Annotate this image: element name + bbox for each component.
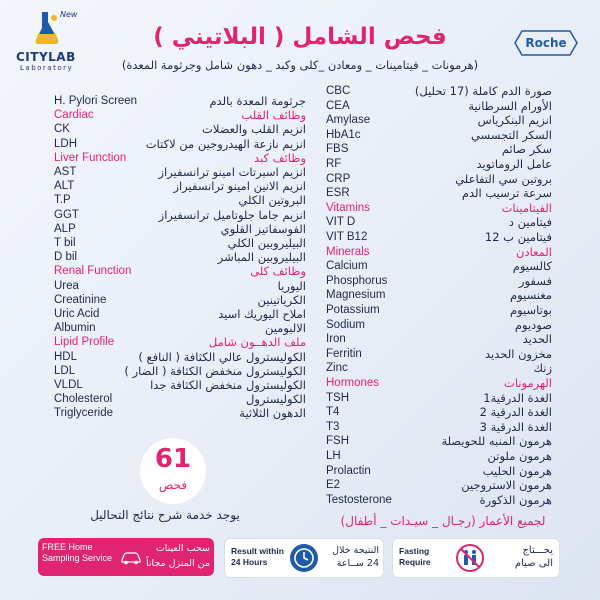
test-item-right-en: Zinc	[326, 362, 348, 375]
test-item-right-en: Amylase	[326, 114, 371, 127]
section-header-left-ar: وظائف كبد	[254, 150, 306, 165]
roche-logo	[514, 30, 578, 56]
test-item-right-ar: مخزون الحديد	[485, 346, 552, 361]
result-english-line1: Result within	[231, 546, 284, 556]
section-header-right-ar: الفيتامينات	[501, 200, 552, 215]
test-item-left-ar: الكوليسترول عالي الكثافة ( النافع )	[138, 349, 306, 364]
test-item-right-en: TSH	[326, 391, 349, 404]
test-item-right-en: ESR	[326, 187, 350, 200]
test-item-left-en: Urea	[54, 279, 79, 292]
section-header-left-ar: ملف الدهــون شامل	[208, 335, 306, 350]
fasting-arabic-line2: الى صيام	[514, 558, 553, 569]
test-item-left-ar: انزيم اسبرتات امينو ترانسفيراز	[158, 165, 306, 179]
section-header-left-en: Cardiac	[54, 109, 94, 122]
service-note: يوجد خدمة شرح نتائج التحاليل	[90, 508, 240, 522]
test-item-left-ar: املاح اليوريك اسيد	[218, 307, 306, 321]
test-item-right-ar: عامل الروماتويد	[476, 157, 552, 171]
test-item-right-ar: هرمون الذكورة	[479, 492, 552, 507]
test-item-right-en: Ferritin	[326, 347, 362, 360]
test-item-right-ar: بروتين سي التفاعلي	[455, 171, 552, 186]
test-item-right-en: VIT D	[326, 216, 356, 229]
test-item-right-en: T4	[326, 406, 340, 419]
test-item-left-en: LDH	[54, 137, 78, 150]
section-header-right-en: Hormones	[326, 377, 380, 389]
test-item-right-ar: هرمون الاستروجين	[461, 478, 552, 493]
test-item-left-ar: البيليروبين الكلي	[227, 236, 306, 250]
test-item-right-en: Magnesium	[326, 289, 386, 302]
test-item-right-ar: بوتاسيوم	[509, 303, 552, 317]
section-header-left-ar: وظائف القلب	[241, 108, 306, 123]
test-item-left-ar: الكوليسترول	[246, 392, 306, 407]
test-item-left-en: Creatinine	[54, 293, 107, 306]
fasting-arabic	[489, 544, 553, 570]
fasting-english	[399, 546, 431, 568]
test-item-left-en: VLDL	[54, 379, 83, 391]
test-item-right-en: Phosphorus	[326, 274, 388, 287]
page-subtitle: (هرمونات _ فيتامينات _ ومعادن _كلى وكبد _ دهون شامل وجرثومة المعدة)	[121, 58, 479, 72]
section-header-left-en: Liver Function	[54, 151, 127, 164]
test-count-number: 61	[154, 444, 192, 474]
test-item-left-ar: الدهون الثلاثية	[239, 406, 306, 421]
test-item-right-ar: صورة الدم كاملة (17 تحليل)	[414, 84, 552, 98]
test-item-left-en: LDL	[54, 364, 76, 377]
home-sampling-english: FREE Home Sampling Service	[42, 542, 113, 563]
logo-new-badge: New	[60, 10, 78, 19]
test-item-left-en: CK	[54, 123, 70, 136]
home-sampling-box	[38, 538, 214, 576]
logo-subtitle: Laboratory	[20, 64, 74, 72]
test-item-left-ar: انزيم الانين امينو ترانسفيراز	[173, 179, 306, 194]
result-arabic-line2: 24 ســاعة	[336, 558, 379, 569]
section-header-right-en: Vitamins	[326, 201, 370, 214]
test-item-left-en: D bil	[54, 251, 78, 264]
section-header-right-en: Minerals	[326, 245, 370, 258]
page-title: فحص الشامل ( البلاتيني )	[153, 24, 447, 50]
test-item-right-en: HbA1c	[326, 128, 361, 141]
test-item-left-en: GGT	[54, 208, 79, 221]
result-arabic-line1: النتيجة خلال	[332, 545, 379, 556]
test-item-left-ar: البيليروبين المباشر	[217, 250, 306, 265]
test-item-right-en: T3	[326, 420, 340, 433]
test-item-right-ar: سرعة ترسيب الدم	[461, 186, 552, 201]
test-item-right-ar: هرمون الحليب	[482, 463, 552, 478]
test-item-left-ar: البروتين الكلي	[238, 193, 306, 208]
test-item-left-ar: انزيم جاما جلوتاميل ترانسفيراز	[158, 207, 306, 222]
no-food-icon	[455, 543, 485, 573]
test-item-right-en: RF	[326, 158, 342, 170]
test-item-right-ar: هرمون ملوتن	[487, 449, 552, 463]
test-item-right-ar: انزيم البنكرياس	[477, 113, 552, 128]
test-item-left-ar: الكوليسترول منخفض الكثافة جدا	[150, 378, 306, 392]
result-time-arabic	[323, 544, 379, 570]
test-item-left-ar: اليوريا	[277, 278, 306, 293]
test-item-right-en: Potassium	[326, 304, 380, 316]
test-item-right-en: CBC	[326, 85, 351, 97]
section-header-right-ar: الهرمونات	[504, 376, 552, 390]
test-item-right-en: FBS	[326, 143, 349, 156]
test-item-left-ar: الالبومين	[264, 321, 306, 336]
test-item-right-en: Calcium	[326, 260, 368, 273]
test-item-right-ar: الحديد	[522, 332, 552, 347]
test-item-left-en: Uric Acid	[54, 308, 100, 320]
fasting-english-line1: Fasting	[399, 546, 430, 556]
test-item-left-en: Cholesterol	[54, 393, 113, 406]
test-item-right-ar: السكر التجسسي	[470, 127, 552, 142]
test-item-right-ar: هرمون المنبه للحويصلة	[441, 434, 552, 449]
test-item-left-ar: جرثومة المعدة بالدم	[209, 94, 306, 108]
test-item-right-en: Sodium	[326, 318, 365, 331]
fasting-arabic-line1: يحـــتاج	[522, 545, 553, 556]
result-time-box	[224, 538, 384, 578]
test-item-right-ar: صوديوم	[514, 317, 552, 332]
test-item-right-en: Testosterone	[326, 493, 392, 506]
test-item-left-en: Triglyceride	[54, 407, 114, 420]
car-icon	[120, 551, 142, 565]
test-item-left-en: H. Pylori Screen	[54, 95, 138, 107]
test-item-right-ar: سكر صائم	[501, 142, 552, 157]
result-time-english	[231, 546, 284, 568]
section-header-right-ar: المعادن	[516, 244, 552, 259]
home-sampling-arabic-line2: من المنزل مجاناً	[145, 558, 210, 569]
test-item-right-en: CEA	[326, 99, 350, 112]
test-item-left-en: ALT	[54, 180, 75, 193]
test-item-left-ar: الفوسفاتيز القلوي	[220, 221, 306, 236]
home-sampling-arabic-line1: سحب العينات	[155, 543, 210, 554]
section-header-left-en: Lipid Profile	[54, 336, 115, 349]
test-count-badge	[140, 438, 206, 504]
section-header-left-en: Renal Function	[54, 265, 132, 278]
test-item-left-en: HDL	[54, 350, 78, 363]
test-item-left-en: Albumin	[54, 322, 96, 335]
roche-name: Roche	[525, 36, 567, 50]
test-item-left-en: T bil	[54, 237, 76, 249]
test-item-left-ar: انزيم نازعة الهيدروجين من لاكتات	[145, 136, 306, 151]
fasting-english-line2: Require	[399, 557, 431, 567]
test-item-right-ar: كالسيوم	[512, 259, 552, 274]
test-item-right-ar: فيتامين ب 12	[484, 230, 552, 244]
test-item-right-ar: الغدة الدرقية1	[483, 390, 552, 405]
test-item-left-en: ALP	[54, 222, 76, 235]
test-item-right-ar: الأورام السرطانية	[468, 98, 552, 113]
test-item-right-ar: الغدة الدرقية 3	[479, 419, 552, 434]
test-item-right-en: CRP	[326, 172, 351, 185]
test-count-label: فحص	[158, 478, 188, 492]
test-item-left-ar: الكرياتينين	[257, 292, 306, 307]
clock-icon	[290, 544, 318, 572]
test-item-right-en: VIT B12	[326, 231, 368, 243]
test-item-left-ar: انزيم القلب والعضلات	[202, 122, 306, 137]
test-item-right-en: Prolactin	[326, 464, 371, 477]
logo-name: CITYLAB	[16, 50, 76, 64]
home-sampling-arabic	[142, 541, 210, 571]
result-english-line2: 24 Hours	[231, 557, 268, 567]
test-item-left-en: T.P	[54, 194, 71, 207]
test-item-right-en: FSH	[326, 435, 349, 448]
test-item-right-en: E2	[326, 479, 341, 492]
test-item-right-ar: فيتامين د	[508, 215, 552, 230]
test-item-left-en: AST	[54, 166, 77, 178]
test-item-right-ar: زنك	[533, 361, 552, 376]
test-item-left-ar: الكوليسترول منخفض الكثافة ( الضار )	[124, 363, 306, 378]
fasting-box	[392, 538, 560, 578]
test-item-right-ar: مغنسيوم	[510, 288, 552, 303]
section-header-left-ar: وظائف كلى	[250, 264, 306, 279]
test-item-right-en: Iron	[326, 333, 346, 346]
test-item-right-ar: فسفور	[518, 273, 552, 288]
test-item-right-en: LH	[326, 450, 341, 462]
test-item-right-ar: الغدة الدرقية 2	[479, 405, 552, 420]
ages-note: لجميع الأعمار (رجـال _ سيـدات _ أطفال)	[340, 514, 546, 528]
